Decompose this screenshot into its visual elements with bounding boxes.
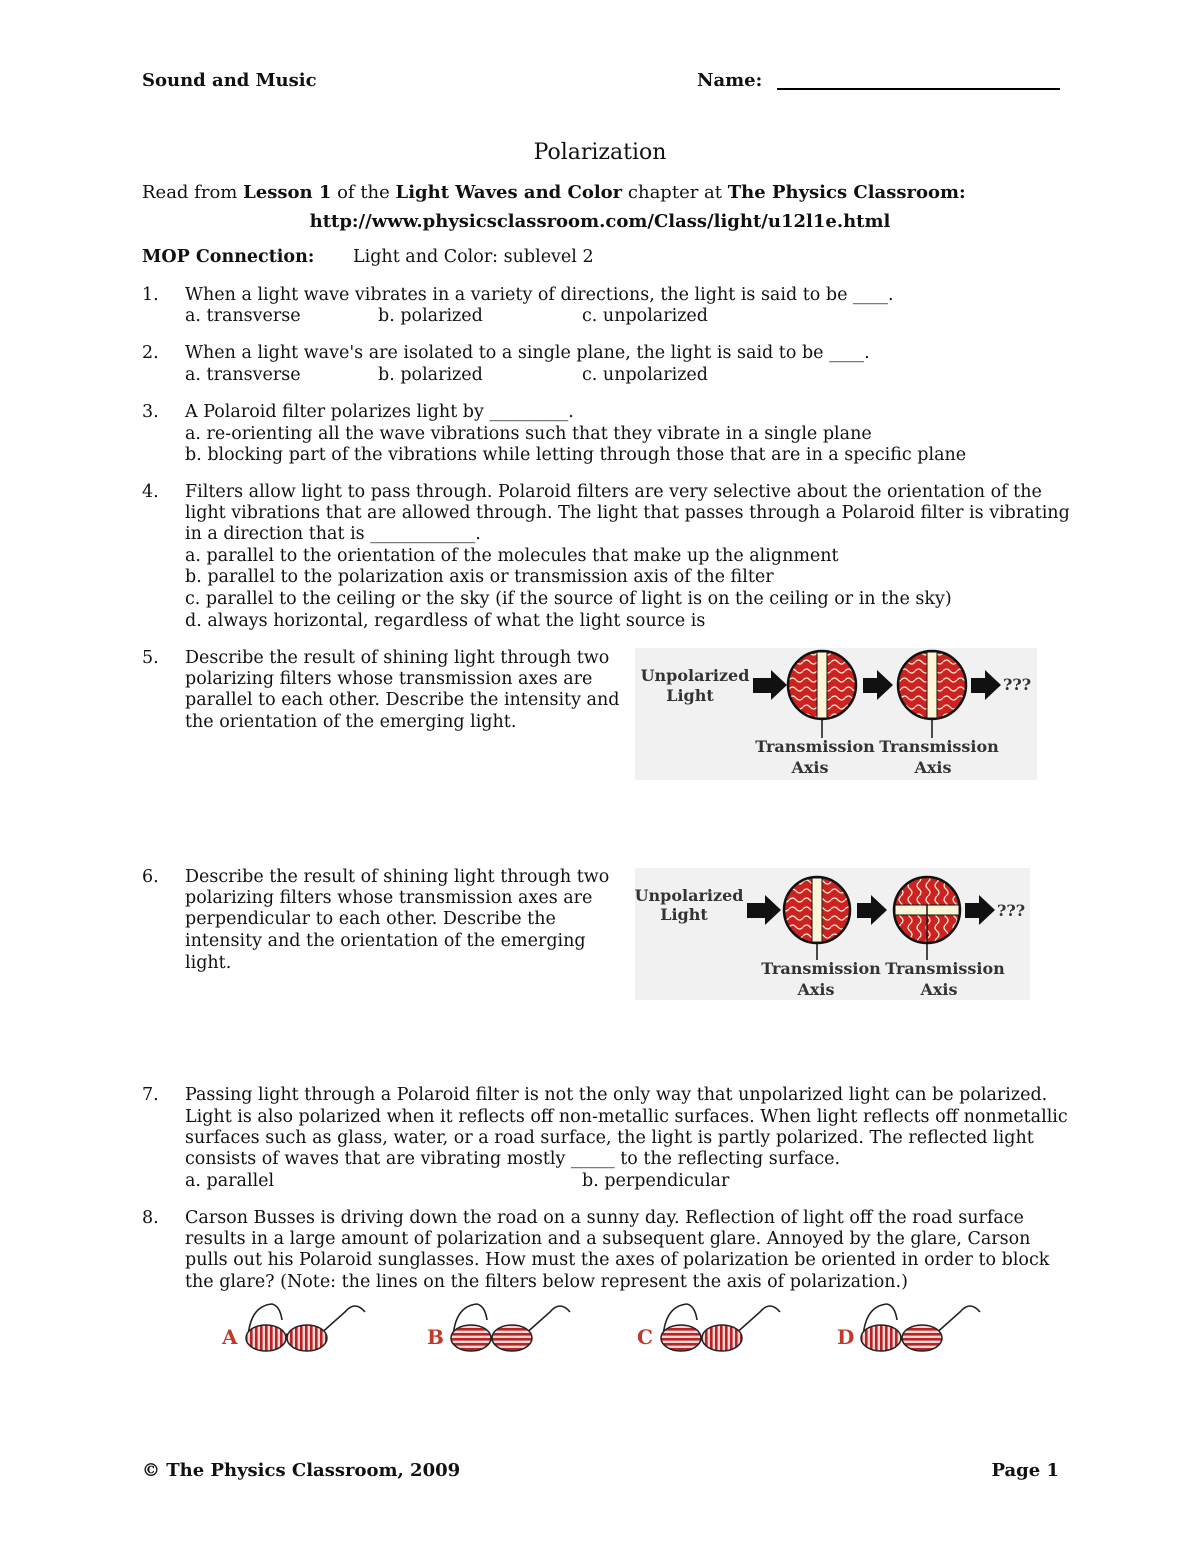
question-text: parallel to each other. Describe the intensity and (185, 690, 620, 710)
question-text: pulls out his Polaroid sunglasses. How must the axes of polarization be oriented in order to block (185, 1250, 1050, 1270)
light-label: Light (666, 686, 714, 705)
question-number: 8. (142, 1208, 159, 1228)
question-number: 7. (142, 1085, 159, 1105)
unpolarized-label: Unpolarized (635, 886, 744, 905)
polarizing-filter-2 (894, 877, 960, 960)
option-b: b. parallel to the polarization axis or transmission axis of the filter (185, 567, 774, 587)
unpolarized-label: Unpolarized (640, 666, 750, 685)
question-text: A Polaroid filter polarizes light by _________. (185, 402, 574, 422)
option-c: c. unpolarized (582, 306, 708, 326)
polarizing-filter-2 (898, 651, 966, 738)
question-text: in a direction that is ____________. (185, 524, 481, 544)
question-number: 2. (142, 343, 159, 363)
question-number: 6. (142, 867, 159, 887)
name-label: Name: (697, 70, 763, 91)
question-text: the glare? (Note: the lines on the filters below represent the axis of polarization.) (185, 1272, 908, 1292)
axis-label: Axis (920, 980, 958, 999)
option-letter: A (222, 1325, 238, 1349)
question-text: results in a large amount of polarization and a subsequent glare. Annoyed by the glare, Carson (185, 1229, 1031, 1249)
option-b: b. polarized (378, 306, 483, 326)
right-arrow-icon (857, 895, 887, 925)
right-arrow-icon (753, 670, 787, 700)
option-b: b. polarized (378, 365, 483, 385)
sunglasses-option-b[interactable] (427, 1304, 570, 1351)
polarizing-filter-1 (788, 651, 856, 738)
option-a: a. re-orienting all the wave vibrations such that they vibrate in a single plane (185, 424, 872, 444)
right-arrow-icon (747, 895, 781, 925)
question-text: When a light wave vibrates in a variety of directions, the light is said to be ____. (185, 285, 894, 305)
question-text: intensity and the orientation of the emerging (185, 931, 586, 951)
question-text: Describe the result of shining light through two (185, 867, 610, 887)
axis-label: Axis (914, 758, 952, 777)
question-text: surfaces such as glass, water, or a road surface, the light is partly polarized. The reflected light (185, 1128, 1034, 1148)
page-number: Page 1 (991, 1460, 1059, 1481)
transmission-label: Transmission (761, 959, 881, 978)
right-arrow-icon (971, 670, 1001, 700)
option-letter: D (837, 1325, 855, 1349)
parallel-filters-figure (635, 648, 1037, 780)
intro-line: Read from Lesson 1 of the Light Waves and Color chapter at The Physics Classroom: (142, 182, 966, 203)
question-text: consists of waves that are vibrating mostly _____ to the reflecting surface. (185, 1149, 841, 1169)
right-arrow-icon (965, 895, 995, 925)
perpendicular-filters-figure (635, 868, 1030, 1000)
mop-label: MOP Connection: (142, 247, 315, 267)
question-text: perpendicular to each other. Describe the (185, 909, 556, 929)
transmission-label: Transmission (879, 737, 999, 756)
name-field-line[interactable] (777, 88, 1060, 90)
option-letter: B (427, 1325, 444, 1349)
copyright: © The Physics Classroom, 2009 (142, 1460, 461, 1481)
question-text: Filters allow light to pass through. Polaroid filters are very selective about the orientation of the (185, 482, 1042, 502)
option-b: b. blocking part of the vibrations while letting through those that are in a specific plane (185, 445, 967, 465)
polarizing-filter-1 (784, 877, 850, 960)
sunglasses-option-c[interactable] (637, 1304, 780, 1351)
result-unknown: ??? (997, 901, 1026, 920)
light-label: Light (660, 905, 708, 924)
question-text: light. (185, 953, 232, 973)
question-text: the orientation of the emerging light. (185, 712, 517, 732)
option-b: b. perpendicular (582, 1171, 730, 1191)
option-c: c. unpolarized (582, 365, 708, 385)
question-text: Carson Busses is driving down the road on a sunny day. Reflection of light off the road surface (185, 1208, 1024, 1228)
option-c: c. parallel to the ceiling or the sky (if the source of light is on the ceiling or in the sky) (185, 589, 952, 609)
course-title: Sound and Music (142, 70, 317, 91)
option-a: a. transverse (185, 306, 301, 326)
question-text: Passing light through a Polaroid filter is not the only way that unpolarized light can be polarized. (185, 1085, 1048, 1105)
option-d: d. always horizontal, regardless of what the light source is (185, 611, 706, 631)
sunglasses-options (210, 1298, 1000, 1368)
transmission-label: Transmission (885, 959, 1005, 978)
option-a: a. parallel to the orientation of the molecules that make up the alignment (185, 546, 839, 566)
source-url[interactable]: http://www.physicsclassroom.com/Class/light/u12l1e.html (309, 211, 891, 232)
sunglasses-option-d[interactable] (837, 1304, 980, 1351)
question-text: When a light wave's are isolated to a single plane, the light is said to be ____. (185, 343, 870, 363)
question-text: polarizing filters whose transmission axes are (185, 669, 593, 689)
axis-label: Axis (797, 980, 835, 999)
result-unknown: ??? (1003, 675, 1032, 694)
question-number: 5. (142, 648, 159, 668)
right-arrow-icon (863, 670, 893, 700)
option-a: a. parallel (185, 1171, 275, 1191)
transmission-label: Transmission (755, 737, 875, 756)
question-number: 1. (142, 285, 159, 305)
question-number: 3. (142, 402, 159, 422)
question-text: Light is also polarized when it reflects off non-metallic surfaces. When light reflects off nonmetallic (185, 1107, 1068, 1127)
question-number: 4. (142, 482, 159, 502)
question-text: polarizing filters whose transmission axes are (185, 888, 593, 908)
page-title: Polarization (533, 140, 667, 165)
mop-value: Light and Color: sublevel 2 (353, 247, 594, 267)
sunglasses-option-a[interactable] (221, 1304, 365, 1351)
question-text: Describe the result of shining light through two (185, 648, 610, 668)
option-a: a. transverse (185, 365, 301, 385)
question-text: light vibrations that are allowed through. The light that passes through a Polaroid filter is vibrating (185, 503, 1070, 523)
axis-label: Axis (791, 758, 829, 777)
option-letter: C (637, 1325, 653, 1349)
